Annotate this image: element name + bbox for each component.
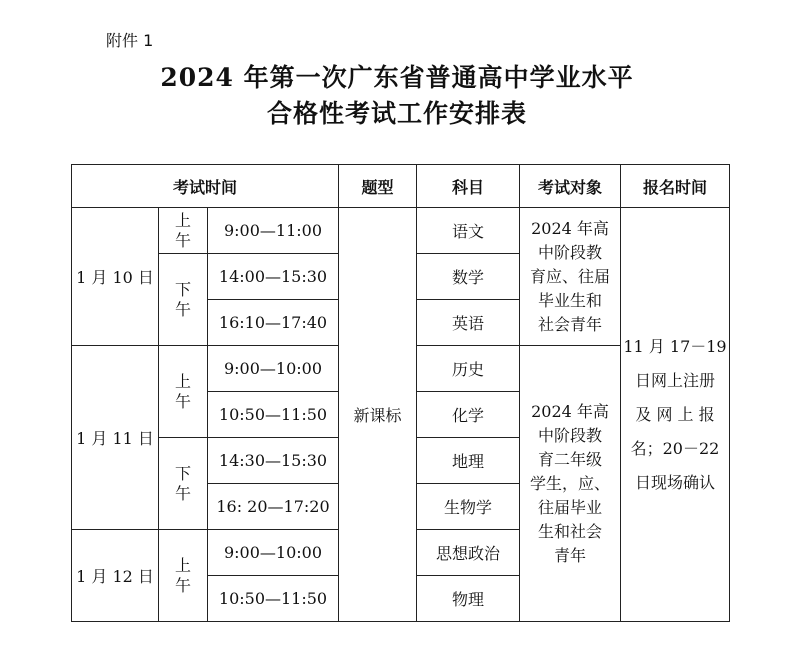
header-question-type: 题型	[339, 165, 417, 208]
page-title-line-2: 合格性考试工作安排表	[266, 99, 527, 128]
header-row	[72, 165, 730, 208]
subject: 数学	[417, 254, 520, 300]
time-slot: 10:50—11:50	[208, 392, 339, 438]
morning-label: 上 午	[159, 208, 208, 254]
time-slot: 10:50—11:50	[208, 576, 339, 622]
exam-schedule-table	[71, 164, 730, 622]
morning-label: 上 午	[159, 346, 208, 438]
afternoon-label: 下 午	[159, 438, 208, 530]
page-title-line-1: 2024 年第一次广东省普通高中学业水平	[160, 63, 634, 92]
time-slot: 16:10—17:40	[208, 300, 339, 346]
attachment-label: 附件 1	[106, 31, 154, 50]
subject: 生物学	[417, 484, 520, 530]
time-slot: 9:00—10:00	[208, 346, 339, 392]
time-slot: 9:00—10:00	[208, 530, 339, 576]
subject: 化学	[417, 392, 520, 438]
exam-date: 1 月 12 日	[72, 530, 159, 622]
signup-time: 11 月 17－19 日网上注册 及 网 上 报 名；20－22 日现场确认	[621, 208, 730, 622]
question-type: 新课标	[339, 208, 417, 622]
time-slot: 16: 20—17:20	[208, 484, 339, 530]
morning-label: 上 午	[159, 530, 208, 622]
subject: 英语	[417, 300, 520, 346]
header-subject: 科目	[417, 165, 520, 208]
time-slot: 14:00—15:30	[208, 254, 339, 300]
subject: 物理	[417, 576, 520, 622]
header-exam-time: 考试时间	[72, 165, 339, 208]
subject: 思想政治	[417, 530, 520, 576]
exam-date: 1 月 10 日	[72, 208, 159, 346]
header-exam-target: 考试对象	[520, 165, 621, 208]
table-row	[72, 208, 730, 254]
exam-target-group-2: 2024 年高 中阶段教 育二年级 学生，应、 往届毕业 生和社会 青年	[520, 346, 621, 622]
afternoon-label: 下 午	[159, 254, 208, 346]
time-slot: 14:30—15:30	[208, 438, 339, 484]
subject: 地理	[417, 438, 520, 484]
subject: 语文	[417, 208, 520, 254]
exam-date: 1 月 11 日	[72, 346, 159, 530]
subject: 历史	[417, 346, 520, 392]
exam-target-group-1: 2024 年高 中阶段教 育应、往届 毕业生和 社会青年	[520, 208, 621, 346]
time-slot: 9:00—11:00	[208, 208, 339, 254]
header-signup-time: 报名时间	[621, 165, 730, 208]
